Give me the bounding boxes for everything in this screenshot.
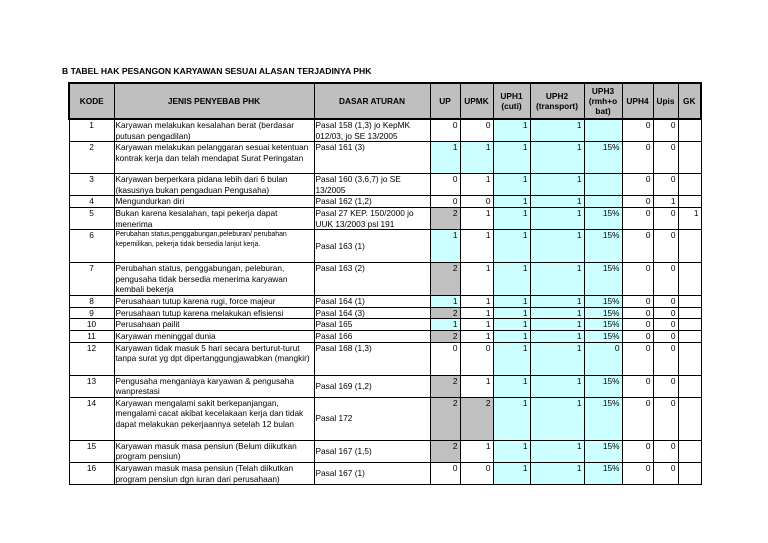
upmk-cell: 1: [460, 230, 493, 263]
uph3-cell: 15%: [584, 319, 622, 331]
gk-cell: [678, 330, 701, 342]
upmk-cell: 0: [460, 119, 493, 142]
kode-cell: 12: [69, 342, 114, 375]
upmk-cell: 1: [460, 440, 493, 462]
uph1-cell: 1: [493, 462, 530, 484]
uph4-cell: 0: [622, 330, 653, 342]
jenis-cell: Perusahaan pailit: [114, 319, 314, 331]
up-cell: 0: [430, 119, 460, 142]
uph1-cell: 1: [493, 342, 530, 375]
gk-cell: [678, 440, 701, 462]
uph1-cell: 1: [493, 263, 530, 296]
upmk-cell: 0: [460, 342, 493, 375]
upis-cell: 0: [653, 330, 678, 342]
upmk-cell: 2: [460, 397, 493, 440]
uph2-cell: 1: [530, 207, 584, 229]
uph3-cell: 15%: [584, 230, 622, 263]
col-upmk: UPMK: [460, 83, 493, 119]
jenis-cell: Karyawan melakukan pelanggaran sesuai ketentuan kontrak kerja dan telah mendapat Surat Peringatan: [114, 142, 314, 174]
uph3-cell: 15%: [584, 142, 622, 174]
jenis-cell: Karyawan masuk masa pensiun (Belum diikutkan program pensiun): [114, 440, 314, 462]
kode-cell: 11: [69, 330, 114, 342]
jenis-cell: Perubahan status, penggabungan, peleburan, pengusaha tidak bersedia menerima karyawan kembali bekerja: [114, 263, 314, 296]
uph2-cell: 1: [530, 174, 584, 196]
uph3-cell: 15%: [584, 440, 622, 462]
uph2-cell: 1: [530, 307, 584, 319]
dasar-cell: Pasal 161 (3): [314, 142, 430, 174]
uph1-cell: 1: [493, 307, 530, 319]
col-gk: GK: [678, 83, 701, 119]
uph4-cell: 0: [622, 230, 653, 263]
table-row: [69, 263, 701, 296]
table-row: [69, 440, 701, 462]
uph4-cell: 0: [622, 375, 653, 397]
dasar-cell: Pasal 162 (1,2): [314, 196, 430, 208]
uph4-cell: 0: [622, 296, 653, 308]
uph2-cell: 1: [530, 119, 584, 142]
upis-cell: 0: [653, 296, 678, 308]
table-row: [69, 342, 701, 375]
gk-cell: [678, 397, 701, 440]
uph2-cell: 1: [530, 142, 584, 174]
uph1-cell: 1: [493, 319, 530, 331]
uph4-cell: 0: [622, 263, 653, 296]
col-uph1: UPH1 (cuti): [493, 83, 530, 119]
kode-cell: 7: [69, 263, 114, 296]
gk-cell: [678, 296, 701, 308]
jenis-cell: Karyawan melakukan kesalahan berat (berdasar putusan pengadilan): [114, 119, 314, 142]
uph3-cell: 0: [584, 342, 622, 375]
kode-cell: 3: [69, 174, 114, 196]
dasar-cell: Pasal 160 (3,6,7) jo SE 13/2005: [314, 174, 430, 196]
kode-cell: 14: [69, 397, 114, 440]
upmk-cell: 1: [460, 174, 493, 196]
uph3-cell: 15%: [584, 207, 622, 229]
upmk-cell: 1: [460, 142, 493, 174]
uph2-cell: 1: [530, 342, 584, 375]
up-cell: 2: [430, 375, 460, 397]
uph3-cell: 15%: [584, 462, 622, 484]
upmk-cell: 1: [460, 330, 493, 342]
jenis-cell: Karyawan tidak masuk 5 hari secara berturut-turut tanpa surat yg dpt dipertanggungjawabkan (mangkir): [114, 342, 314, 375]
kode-cell: 2: [69, 142, 114, 174]
uph4-cell: 0: [622, 342, 653, 375]
section-title: B TABEL HAK PESANGON KARYAWAN SESUAI ALASAN TERJADINYA PHK: [62, 66, 372, 76]
uph4-cell: 0: [622, 119, 653, 142]
uph4-cell: 0: [622, 174, 653, 196]
jenis-cell: Karyawan mengalami sakit berkepanjangan, mengalami cacat akibat kecelakaan kerja dan tidak dapat melakukan pekerjaannya setelah 12 bulan: [114, 397, 314, 440]
upis-cell: 0: [653, 342, 678, 375]
upis-cell: 1: [653, 196, 678, 208]
col-dasar: DASAR ATURAN: [314, 83, 430, 119]
upis-cell: 0: [653, 207, 678, 229]
table-row: [69, 196, 701, 208]
upmk-cell: 1: [460, 296, 493, 308]
up-cell: 2: [430, 263, 460, 296]
uph3-cell: 15%: [584, 375, 622, 397]
uph4-cell: 0: [622, 440, 653, 462]
table-row: [69, 296, 701, 308]
upis-cell: 0: [653, 174, 678, 196]
table-row: [69, 230, 701, 263]
uph3-cell: [584, 174, 622, 196]
uph2-cell: 1: [530, 230, 584, 263]
dasar-cell: Pasal 27 KEP. 150/2000 jo UUK 13/2003 psl 191: [314, 207, 430, 229]
table-row: [69, 174, 701, 196]
kode-cell: 15: [69, 440, 114, 462]
uph1-cell: 1: [493, 196, 530, 208]
upmk-cell: 0: [460, 196, 493, 208]
uph4-cell: 0: [622, 196, 653, 208]
dasar-cell: Pasal 169 (1,2): [314, 375, 430, 397]
kode-cell: 9: [69, 307, 114, 319]
kode-cell: 8: [69, 296, 114, 308]
jenis-cell: Karyawan masuk masa pensiun (Telah diikutkan program pensiun dgn iuran dari perusahaan): [114, 462, 314, 484]
gk-cell: [678, 142, 701, 174]
uph4-cell: 0: [622, 462, 653, 484]
uph4-cell: 0: [622, 397, 653, 440]
dasar-cell: Pasal 158 (1,3) jo KepMK 012/03, jo SE 13/2005: [314, 119, 430, 142]
upis-cell: 0: [653, 263, 678, 296]
uph1-cell: 1: [493, 174, 530, 196]
jenis-cell: Perusahaan tutup karena rugi, force majeur: [114, 296, 314, 308]
uph2-cell: 1: [530, 330, 584, 342]
up-cell: 2: [430, 307, 460, 319]
uph1-cell: 1: [493, 296, 530, 308]
up-cell: 1: [430, 230, 460, 263]
jenis-cell: Perusahaan tutup karena melakukan efisiensi: [114, 307, 314, 319]
uph2-cell: 1: [530, 319, 584, 331]
col-up: UP: [430, 83, 460, 119]
kode-cell: 4: [69, 196, 114, 208]
uph2-cell: 1: [530, 196, 584, 208]
uph2-cell: 1: [530, 375, 584, 397]
up-cell: 0: [430, 462, 460, 484]
table-row: [69, 462, 701, 484]
gk-cell: 1: [678, 207, 701, 229]
dasar-cell: Pasal 167 (1): [314, 462, 430, 484]
gk-cell: [678, 319, 701, 331]
upmk-cell: 1: [460, 207, 493, 229]
uph1-cell: 1: [493, 330, 530, 342]
table-row: [69, 119, 701, 142]
upis-cell: 0: [653, 307, 678, 319]
dasar-cell: Pasal 167 (1,5): [314, 440, 430, 462]
jenis-cell: Perubahan status,penggabungan,peleburan/ perubahan kepemilikan, pekerja tidak bersedia lanjut kerja.: [114, 230, 314, 263]
jenis-cell: Karyawan berperkara pidana lebih dari 6 bulan (kasusnya bukan pengaduan Pengusaha): [114, 174, 314, 196]
upmk-cell: 1: [460, 307, 493, 319]
up-cell: 1: [430, 319, 460, 331]
gk-cell: [678, 307, 701, 319]
kode-cell: 5: [69, 207, 114, 229]
kode-cell: 10: [69, 319, 114, 331]
table-row: [69, 207, 701, 229]
uph2-cell: 1: [530, 397, 584, 440]
jenis-cell: Mengundurkan diri: [114, 196, 314, 208]
uph3-cell: 15%: [584, 330, 622, 342]
uph1-cell: 1: [493, 230, 530, 263]
uph2-cell: 1: [530, 296, 584, 308]
jenis-cell: Bukan karena kesalahan, tapi pekerja dapat menerima: [114, 207, 314, 229]
severance-table: [68, 82, 702, 485]
up-cell: 2: [430, 330, 460, 342]
dasar-cell: Pasal 164 (3): [314, 307, 430, 319]
up-cell: 1: [430, 296, 460, 308]
uph3-cell: 15%: [584, 307, 622, 319]
upis-cell: 0: [653, 375, 678, 397]
gk-cell: [678, 462, 701, 484]
upis-cell: 0: [653, 462, 678, 484]
upis-cell: 0: [653, 119, 678, 142]
table-row: [69, 397, 701, 440]
upis-cell: 0: [653, 397, 678, 440]
col-uph2: UPH2 (transport): [530, 83, 584, 119]
upmk-cell: 1: [460, 263, 493, 296]
uph3-cell: [584, 196, 622, 208]
dasar-cell: Pasal 163 (1): [314, 230, 430, 263]
upis-cell: 0: [653, 319, 678, 331]
up-cell: 1: [430, 142, 460, 174]
uph1-cell: 1: [493, 440, 530, 462]
table-row: [69, 330, 701, 342]
uph4-cell: 0: [622, 207, 653, 229]
col-uph4: UPH4: [622, 83, 653, 119]
dasar-cell: Pasal 168 (1,3): [314, 342, 430, 375]
jenis-cell: Pengusaha menganiaya karyawan & pengusaha wanprestasi: [114, 375, 314, 397]
up-cell: 0: [430, 174, 460, 196]
col-uph3: UPH3 (rmh+o bat): [584, 83, 622, 119]
gk-cell: [678, 342, 701, 375]
upmk-cell: 1: [460, 319, 493, 331]
table-row: [69, 319, 701, 331]
col-upis: Upis: [653, 83, 678, 119]
uph3-cell: 15%: [584, 296, 622, 308]
up-cell: 2: [430, 440, 460, 462]
up-cell: 0: [430, 342, 460, 375]
dasar-cell: Pasal 165: [314, 319, 430, 331]
uph4-cell: 0: [622, 142, 653, 174]
gk-cell: [678, 375, 701, 397]
upis-cell: 0: [653, 142, 678, 174]
up-cell: 0: [430, 196, 460, 208]
dasar-cell: Pasal 172: [314, 397, 430, 440]
up-cell: 2: [430, 207, 460, 229]
uph4-cell: 0: [622, 307, 653, 319]
kode-cell: 16: [69, 462, 114, 484]
kode-cell: 6: [69, 230, 114, 263]
uph1-cell: 1: [493, 119, 530, 142]
uph3-cell: 15%: [584, 263, 622, 296]
dasar-cell: Pasal 166: [314, 330, 430, 342]
col-kode: KODE: [69, 83, 114, 119]
uph3-cell: 15%: [584, 397, 622, 440]
upmk-cell: 1: [460, 375, 493, 397]
uph1-cell: 1: [493, 375, 530, 397]
uph3-cell: [584, 119, 622, 142]
upmk-cell: 0: [460, 462, 493, 484]
uph1-cell: 1: [493, 207, 530, 229]
uph2-cell: 1: [530, 263, 584, 296]
jenis-cell: Karyawan meninggal dunia: [114, 330, 314, 342]
uph4-cell: 0: [622, 319, 653, 331]
upis-cell: 0: [653, 230, 678, 263]
gk-cell: [678, 230, 701, 263]
dasar-cell: Pasal 164 (1): [314, 296, 430, 308]
header-row: [69, 83, 701, 119]
gk-cell: [678, 263, 701, 296]
uph2-cell: 1: [530, 462, 584, 484]
gk-cell: [678, 196, 701, 208]
table-row: [69, 307, 701, 319]
table-row: [69, 375, 701, 397]
uph1-cell: 1: [493, 397, 530, 440]
gk-cell: [678, 119, 701, 142]
kode-cell: 1: [69, 119, 114, 142]
up-cell: 2: [430, 397, 460, 440]
uph2-cell: 1: [530, 440, 584, 462]
table-row: [69, 142, 701, 174]
uph1-cell: 1: [493, 142, 530, 174]
col-jenis: JENIS PENYEBAB PHK: [114, 83, 314, 119]
gk-cell: [678, 174, 701, 196]
upis-cell: 0: [653, 440, 678, 462]
dasar-cell: Pasal 163 (2): [314, 263, 430, 296]
kode-cell: 13: [69, 375, 114, 397]
